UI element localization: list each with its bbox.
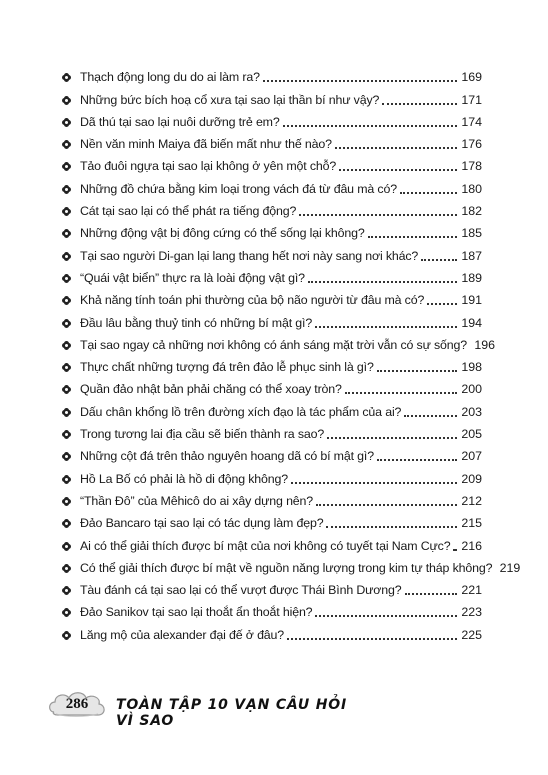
- toc-entry-page: 178: [461, 159, 482, 174]
- toc-entry-title: Những động vật bị đông cứng có thể sống lại không?: [80, 226, 365, 241]
- toc-entry-title: Tàu đánh cá tại sao lại có thể vượt được Thái Bình Dương?: [80, 583, 402, 598]
- toc-entry-title: Những cột đá trên thảo nguyên hoang dã có bí mật gì?: [80, 449, 374, 464]
- toc-entry-title: Lăng mộ của alexander đại đế ở đâu?: [80, 627, 285, 642]
- page-number-badge: [46, 688, 108, 722]
- toc-entry-page: 182: [461, 204, 482, 219]
- dot-leader: [377, 370, 457, 372]
- toc-entry: [62, 464, 482, 486]
- toc-entry-page: 194: [461, 315, 482, 330]
- toc-entry-title: Nền văn minh Maiya đã biến mất như thế nào?: [80, 137, 332, 152]
- toc-entry-page: 223: [461, 605, 482, 620]
- toc-entry: [62, 375, 482, 397]
- dot-leader: [400, 192, 457, 194]
- dot-leader: [382, 103, 457, 105]
- toc-entry-page: 171: [461, 92, 482, 107]
- flower-bullet-icon: [62, 631, 71, 640]
- toc-entry: [62, 63, 482, 85]
- flower-bullet-icon: [62, 363, 71, 372]
- table-of-contents: [62, 63, 521, 643]
- dot-leader: [283, 125, 457, 127]
- flower-bullet-icon: [62, 341, 71, 350]
- toc-entry-title: Đảo Bancaro tại sao lại có tác dụng làm đẹp?: [80, 516, 324, 531]
- flower-bullet-icon: [62, 252, 71, 261]
- toc-entry-title: Tảo đuôi ngựa tại sao lại không ở yên một chỗ?: [80, 159, 337, 174]
- toc-entry-title: Đầu lâu bằng thuỷ tinh có những bí mật gì?: [80, 315, 313, 330]
- running-title: TOÀN TẬP 10 VẠN CÂU HỎI VÌ SAO: [116, 697, 347, 729]
- toc-entry: [62, 620, 482, 642]
- flower-bullet-icon: [62, 140, 71, 149]
- toc-entry: [62, 331, 496, 353]
- toc-entry-page: 216: [461, 538, 482, 553]
- toc-entry-page: 185: [461, 226, 482, 241]
- toc-entry-page: 200: [461, 382, 482, 397]
- toc-entry-page: 212: [461, 493, 482, 508]
- dot-leader: [345, 392, 457, 394]
- toc-entry-page: 196: [474, 337, 496, 352]
- toc-entry: [62, 286, 482, 308]
- toc-entry: [62, 241, 482, 263]
- dot-leader: [405, 593, 457, 595]
- toc-entry: [62, 308, 482, 330]
- page-footer: [46, 686, 366, 729]
- toc-entry: [62, 598, 482, 620]
- flower-bullet-icon: [62, 586, 71, 595]
- toc-entry: [62, 174, 482, 196]
- flower-bullet-icon: [62, 430, 71, 439]
- toc-entry-page: 187: [461, 248, 482, 263]
- flower-bullet-icon: [62, 497, 71, 506]
- toc-entry-title: Những đồ chứa bằng kim loại trong vách đá từ đâu mà có?: [80, 181, 397, 196]
- flower-bullet-icon: [62, 452, 71, 461]
- flower-bullet-icon: [62, 162, 71, 171]
- flower-bullet-icon: [62, 564, 71, 573]
- dot-leader: [263, 80, 457, 82]
- dot-leader: [316, 504, 457, 506]
- toc-entry-title: Đảo Sanikov tại sao lại thoắt ẩn thoắt hiện?: [80, 605, 313, 620]
- flower-bullet-icon: [62, 274, 71, 283]
- toc-entry-title: Tại sao ngay cả những nơi không có ánh sáng mặt trời vẫn có sự sống?: [80, 337, 468, 352]
- dot-leader: [315, 615, 457, 617]
- toc-entry-title: Ai có thể giải thích được bí mật của nơi không có tuyết tại Nam Cực?: [80, 538, 451, 553]
- dot-leader: [453, 549, 457, 551]
- toc-entry: [62, 152, 482, 174]
- dot-leader: [327, 437, 457, 439]
- flower-bullet-icon: [62, 519, 71, 528]
- toc-entry-title: Cát tại sao lại có thể phát ra tiếng động?: [80, 204, 297, 219]
- dot-leader: [299, 214, 457, 216]
- toc-entry-page: 219: [499, 560, 521, 575]
- flower-bullet-icon: [62, 207, 71, 216]
- dot-leader: [404, 415, 457, 417]
- toc-entry-page: 221: [461, 583, 482, 598]
- toc-entry: [62, 197, 482, 219]
- flower-bullet-icon: [62, 385, 71, 394]
- toc-entry: [62, 509, 482, 531]
- toc-entry-page: 180: [461, 181, 482, 196]
- flower-bullet-icon: [62, 296, 71, 305]
- dot-leader: [427, 303, 457, 305]
- toc-entry-title: Tại sao người Di-gan lại lang thang hết nơi này sang nơi khác?: [80, 248, 419, 263]
- toc-entry-title: “Thần Đô” của Mêhicô do ai xây dựng nên?: [80, 493, 314, 508]
- toc-entry-page: 209: [461, 471, 482, 486]
- toc-entry: [62, 264, 482, 286]
- toc-entry-title: “Quái vật biển” thực ra là loài động vật gì?: [80, 270, 305, 285]
- dot-leader: [339, 169, 457, 171]
- toc-entry-page: 198: [461, 360, 482, 375]
- dot-leader: [335, 147, 457, 149]
- toc-entry-title: Thạch động long du do ai làm ra?: [80, 70, 260, 85]
- toc-entry-title: Trong tương lai địa cầu sẽ biến thành ra sao?: [80, 427, 325, 442]
- toc-entry: [62, 420, 482, 442]
- toc-entry-page: 203: [461, 404, 482, 419]
- toc-entry-page: 205: [461, 427, 482, 442]
- toc-entry-page: 174: [461, 114, 482, 129]
- dot-leader: [315, 326, 457, 328]
- toc-entry: [62, 531, 482, 553]
- toc-entry-title: Hồ La Bố có phải là hồ di động không?: [80, 471, 289, 486]
- toc-entry-page: 169: [461, 70, 482, 85]
- dot-leader: [368, 236, 457, 238]
- toc-entry-title: Có thể giải thích được bí mật về nguồn năng lượng trong kim tự tháp không?: [80, 560, 493, 575]
- toc-entry: [62, 108, 482, 130]
- flower-bullet-icon: [62, 185, 71, 194]
- toc-entry-title: Quần đảo nhật bản phải chăng có thể xoay tròn?: [80, 382, 342, 397]
- flower-bullet-icon: [62, 319, 71, 328]
- toc-entry: [62, 554, 521, 576]
- dot-leader: [291, 482, 457, 484]
- toc-entry: [62, 85, 482, 107]
- flower-bullet-icon: [62, 73, 71, 82]
- toc-entry: [62, 487, 482, 509]
- toc-entry-title: Thực chất những tượng đá trên đảo lễ phục sinh là gì?: [80, 360, 374, 375]
- flower-bullet-icon: [62, 96, 71, 105]
- toc-entry: [62, 576, 482, 598]
- dot-leader: [308, 281, 457, 283]
- toc-entry-title: Dấu chân khổng lồ trên đường xích đạo là tác phẩm của ai?: [80, 404, 402, 419]
- dot-leader: [377, 459, 457, 461]
- flower-bullet-icon: [62, 542, 71, 551]
- toc-entry-title: Dã thú tại sao lại nuôi dưỡng trẻ em?: [80, 114, 280, 129]
- toc-entry: [62, 397, 482, 419]
- toc-entry: [62, 130, 482, 152]
- toc-entry-page: 215: [461, 516, 482, 531]
- toc-entry: [62, 442, 482, 464]
- flower-bullet-icon: [62, 408, 71, 417]
- toc-entry-page: 225: [461, 627, 482, 642]
- toc-entry: [62, 353, 482, 375]
- toc-entry-page: 176: [461, 137, 482, 152]
- dot-leader: [287, 638, 457, 640]
- dot-leader: [421, 259, 457, 261]
- flower-bullet-icon: [62, 229, 71, 238]
- toc-entry-page: 189: [461, 270, 482, 285]
- flower-bullet-icon: [62, 118, 71, 127]
- toc-entry-page: 191: [461, 293, 482, 308]
- toc-entry-page: 207: [461, 449, 482, 464]
- flower-bullet-icon: [62, 608, 71, 617]
- page-number: 286: [65, 696, 89, 712]
- toc-entry-title: Những bức bích hoạ cổ xưa tại sao lại thần bí như vậy?: [80, 92, 380, 107]
- dot-leader: [326, 526, 457, 528]
- flower-bullet-icon: [62, 475, 71, 484]
- toc-entry-title: Khả năng tính toán phi thường của bộ não người từ đâu mà có?: [80, 293, 425, 308]
- toc-entry: [62, 219, 482, 241]
